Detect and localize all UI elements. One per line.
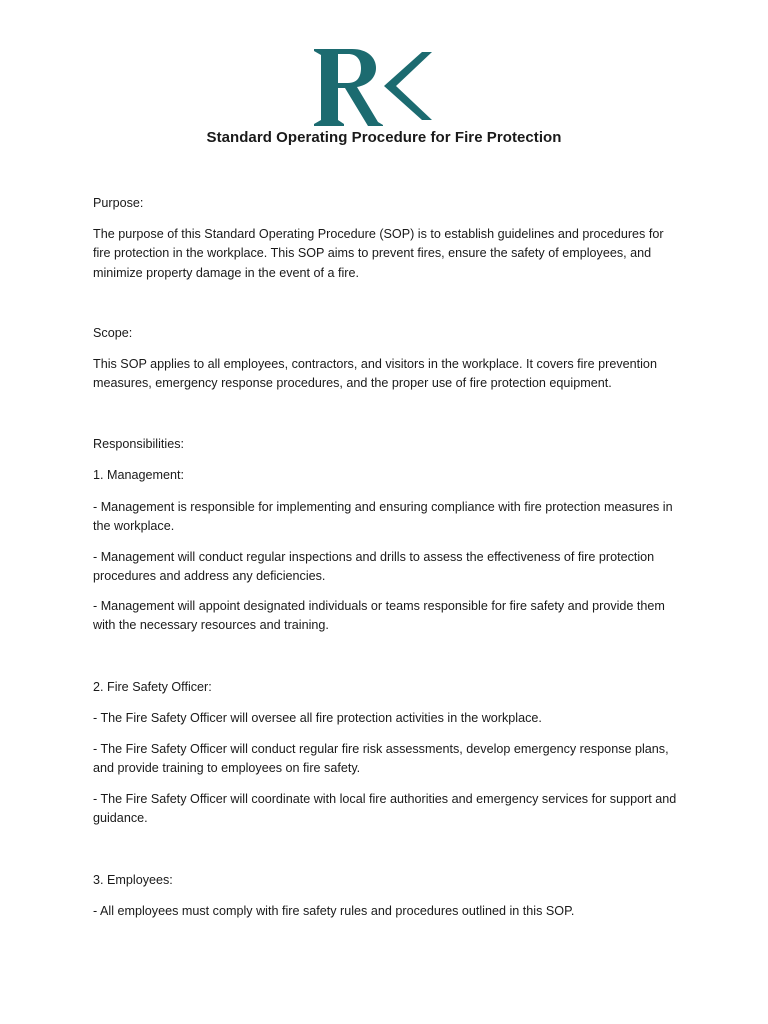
fso-item: - The Fire Safety Officer will coordinate with local fire authorities and emergency services for support and guidance.: [93, 792, 677, 826]
responsibilities-heading: Responsibilities:: [93, 437, 184, 451]
management-item: - Management will appoint designated individuals or teams responsible for fire safety and provide them with the necessary resources and training.: [93, 599, 665, 633]
purpose-heading: Purpose:: [93, 196, 144, 210]
fso-item: - The Fire Safety Officer will oversee all fire protection activities in the workplace.: [93, 711, 542, 725]
rk-logo: [312, 46, 434, 128]
document-title: Standard Operating Procedure for Fire Protection: [206, 129, 562, 146]
fso-item: - The Fire Safety Officer will conduct regular fire risk assessments, develop emergency response plans, and provide training to employees on fire safety.: [93, 742, 669, 776]
scope-heading: Scope:: [93, 326, 133, 340]
management-item: - Management will conduct regular inspections and drills to assess the effectiveness of fire protection procedures and address any deficiencies.: [93, 550, 655, 584]
scope-paragraph: This SOP applies to all employees, contractors, and visitors in the workplace. It covers fire prevention measures, emergency response procedures, and the proper use of fire protection equipment.: [93, 357, 657, 391]
purpose-paragraph: The purpose of this Standard Operating Procedure (SOP) is to establish guidelines and procedures for fire protection in the workplace. This SOP aims to prevent fires, ensure the safety of employees, and minimize property damage in the event of a fire.: [93, 227, 664, 280]
fso-heading: 2. Fire Safety Officer:: [93, 680, 212, 694]
employees-item: - All employees must comply with fire safety rules and procedures outlined in this SOP.: [93, 904, 575, 918]
employees-heading: 3. Employees:: [93, 873, 173, 887]
management-item: - Management is responsible for implementing and ensuring compliance with fire protection measures in the workplace.: [93, 500, 673, 534]
management-heading: 1. Management:: [93, 468, 185, 482]
